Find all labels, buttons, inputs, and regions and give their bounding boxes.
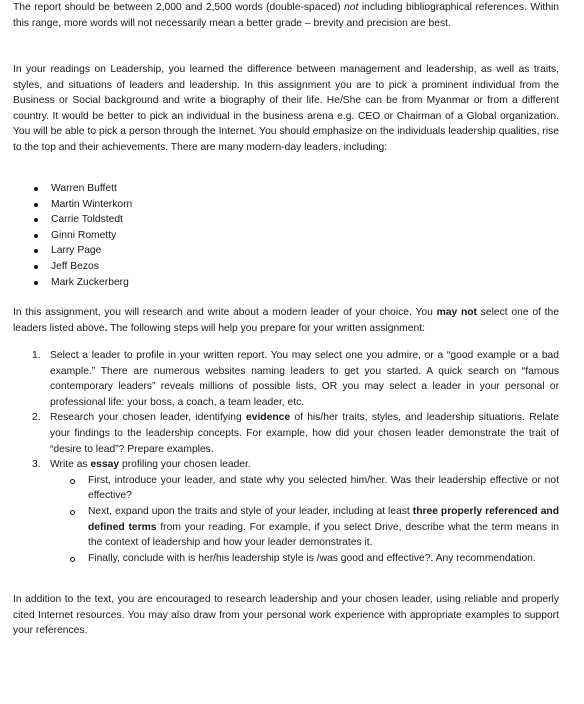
sub-step-text-pre: Next, expand upon the traits and style of your leader, including at least bbox=[88, 505, 410, 517]
step-text: Select a leader to profile in your written report. You may select one you admire, or a “good example or a bad example.” There are numerous websites naming leaders to get you started. A quick search on “famous contemporary leaders” reveals millions of possible lists, OR you may select a leader in your personal or professional life: your boss, a coach, a team leader, etc. bbox=[50, 350, 559, 408]
closing-paragraph: In addition to the text, you are encouraged to research leadership and your chosen leader, using reliable and properly cited Internet resources. You may also draw from your personal work experience with appropriate examples to support your references. bbox=[13, 594, 559, 637]
step-item bbox=[32, 410, 559, 457]
list-item: Martin Winterkorn bbox=[34, 197, 132, 213]
intro-text-2: including bibliographical references. Within this range, more words will not necessarily mean a better grade – brevity and precision are best. bbox=[13, 2, 559, 29]
sub-step-text-post: from your reading. For example, if you select Drive, describe what the term means in the context of leadership and how your leader demonstrates it. bbox=[88, 521, 559, 549]
assignment-bold-period: . bbox=[104, 322, 108, 334]
readings-paragraph: In your readings on Leadership, you learned the difference between management and leadership, as well as traits, styles, and situations of leaders and leadership. In this assignment you are to pick a prominent individual from the Business or Social background and write a biography of their life. He/She can be from Myanmar or from a different country. It would be better to pick an individual in the business arena e.g. CEO or Chairman of a Global organization. You will be able to pick a person through the Internet. You should emphasize on the individuals leadership qualities, rise to the top and their achievements. There are many modern-day leaders, including: bbox=[13, 64, 559, 153]
list-item: Ginni Rometty bbox=[34, 228, 132, 244]
step-number: 1. bbox=[32, 350, 41, 361]
step-text-pre: Write as bbox=[50, 459, 88, 471]
leaders-list bbox=[34, 181, 132, 290]
sub-steps-list bbox=[50, 473, 559, 567]
intro-not-emphasis: not bbox=[344, 2, 359, 13]
step-number: 2. bbox=[32, 412, 41, 424]
step-bold-evidence: evidence bbox=[245, 412, 291, 424]
intro-text-1: The report should be between 2,000 and 2,500 words (double-spaced) bbox=[13, 2, 341, 13]
assignment-bold-may-not: may not bbox=[436, 307, 477, 318]
sub-step-bold-terms: three properly referenced and defined terms bbox=[88, 505, 559, 533]
step-text-post: profiling your chosen leader. bbox=[121, 459, 251, 471]
step-text-pre: Research your chosen leader, identifying bbox=[50, 412, 242, 424]
list-item: Carrie Toldstedt bbox=[34, 212, 132, 228]
sub-step-item: First, introduce your leader, and state why you selected him/her. Was their leadership effective or not effective? bbox=[88, 473, 559, 504]
word-count-paragraph bbox=[13, 0, 559, 31]
steps-list bbox=[32, 348, 559, 566]
step-bold-essay: essay bbox=[90, 459, 120, 471]
assignment-text-2: select one of the leaders listed above bbox=[13, 307, 559, 334]
list-item: Warren Buffett bbox=[34, 181, 132, 197]
step-item bbox=[32, 348, 559, 410]
sub-step-item: Finally, conclude with is her/his leadership style is /was good and effective?. Any recommendation. bbox=[88, 551, 559, 567]
assignment-paragraph bbox=[13, 305, 559, 336]
list-item: Mark Zuckerberg bbox=[34, 275, 132, 291]
sub-step-item bbox=[88, 504, 559, 551]
list-item: Larry Page bbox=[34, 243, 132, 259]
step-text-post: of his/her traits, styles, and leadership situations. Relate your findings to the leadership concepts. For example, how did your chosen leader demonstrate the trait of “desire to lead”? Prepare examples. bbox=[50, 412, 559, 455]
list-item: Jeff Bezos bbox=[34, 259, 132, 275]
assignment-text-3: The following steps will help you prepare for your written assignment: bbox=[110, 322, 425, 334]
step-item bbox=[32, 457, 559, 566]
assignment-text-1: In this assignment, you will research and write about a modern leader of your choice. You bbox=[13, 307, 433, 318]
step-number: 3. bbox=[32, 459, 41, 471]
